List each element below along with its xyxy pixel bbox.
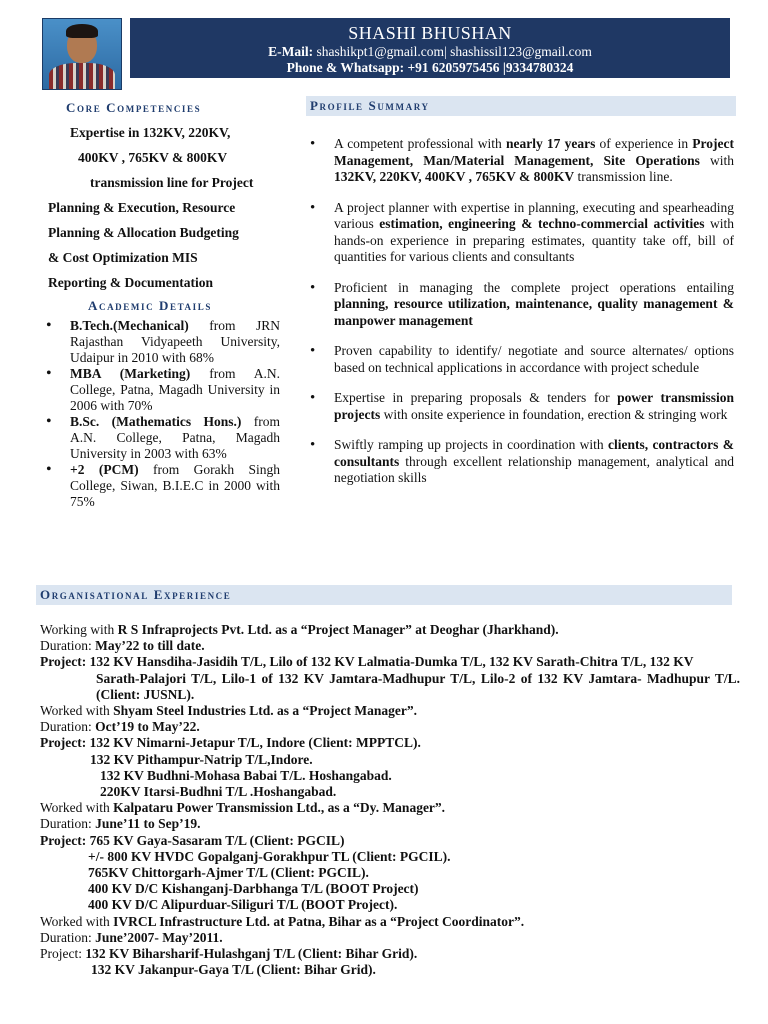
competency-line: Expertise in 132KV, 220KV, bbox=[70, 125, 231, 140]
competency-line: Reporting & Documentation bbox=[48, 275, 213, 290]
experience-line: Duration: May’22 to till date. bbox=[40, 638, 205, 654]
experience-line: 132 KV Jakanpur-Gaya T/L (Client: Bihar Grid). bbox=[91, 962, 376, 978]
experience-line: 132 KV Budhni-Mohasa Babai T/L. Hoshangabad. bbox=[100, 767, 392, 783]
core-competencies-title: Core Competencies bbox=[66, 100, 202, 115]
profile-item: • Proven capability to identify/ negotiate and source alternates/ options based on technical applications in accordance with project schedule bbox=[310, 343, 734, 376]
experience-line: Sarath-Palajori T/L, Lilo-1 of 132 KV Jamtara-Madhupur T/L, Lilo-2 of 132 KV Jamtara- Madhupur T/L. (Client: JUSNL). bbox=[96, 670, 740, 702]
profile-item: • Proficient in managing the complete project operations entailing planning, resource utilization, maintenance, quality management & manpower management bbox=[310, 280, 734, 330]
experience-line: Project: 132 KV Hansdiha-Jasidih T/L, Lilo of 132 KV Lalmatia-Dumka T/L, 132 KV Sarath-Chitra T/L, 132 KV bbox=[40, 654, 694, 670]
experience-line: +/- 800 KV HVDC Gopalganj-Gorakhpur TL (Client: PGCIL). bbox=[88, 848, 451, 864]
candidate-name: SHASHI BHUSHAN bbox=[348, 23, 512, 43]
experience-line: Duration: June’11 to Sep’19. bbox=[40, 816, 201, 832]
academic-item: • B.Tech.(Mechanical) from JRN Rajasthan Vidyapeeth University, Udaipur in 2010 with 68% bbox=[46, 318, 280, 366]
academic-item: • MBA (Marketing) from A.N. College, Patna, Magadh University in 2006 with 70% bbox=[46, 366, 280, 414]
experience-line: Duration: June’2007- May’2011. bbox=[40, 929, 223, 945]
experience-line: Duration: Oct’19 to May’22. bbox=[40, 719, 200, 735]
profile-item: • Swiftly ramping up projects in coordination with clients, contractors & consultants through excellent relationship management, analytical and negotiation skills bbox=[310, 437, 734, 487]
profile-summary-list bbox=[310, 136, 734, 501]
experience-line: Project: 132 KV Nimarni-Jetapur T/L, Indore (Client: MPPTCL). bbox=[40, 735, 421, 751]
profile-photo bbox=[42, 18, 122, 90]
email-line bbox=[130, 44, 730, 60]
experience-title: Organisational Experience bbox=[40, 587, 232, 602]
academic-details-title: Academic Details bbox=[88, 298, 212, 313]
core-competencies-list bbox=[40, 120, 280, 295]
academic-item: • B.Sc. (Mathematics Hons.) from A.N. College, Patna, Magadh University in 2003 with 63% bbox=[46, 414, 280, 462]
competency-line: transmission line for Project bbox=[90, 175, 254, 190]
profile-summary-title: Profile Summary bbox=[310, 98, 430, 113]
competency-line: Planning & Allocation Budgeting bbox=[48, 225, 239, 240]
experience-line: Project: 765 KV Gaya-Sasaram T/L (Client: PGCIL) bbox=[40, 832, 345, 848]
email-value: shashikpt1@gmail.com| shashissil123@gmail.com bbox=[316, 44, 592, 59]
experience-line: Worked with IVRCL Infrastructure Ltd. at Patna, Bihar as a “Project Coordinator”. bbox=[40, 913, 525, 929]
competency-line: 400KV , 765KV & 800KV bbox=[78, 150, 228, 165]
phone-line bbox=[130, 60, 730, 76]
profile-item: • A project planner with expertise in planning, executing and spearheading various estimation, engineering & techno-commercial activities with hands-on experience in preparing estimates, quantity take off, bill of quantities for various clients and consultants bbox=[310, 200, 734, 266]
experience-line: 220KV Itarsi-Budhni T/L .Hoshangabad. bbox=[100, 784, 337, 800]
phone-value: +91 6205975456 |9334780324 bbox=[407, 60, 574, 75]
header-banner bbox=[130, 18, 730, 78]
profile-item: • A competent professional with nearly 17 years of experience in Project Management, Man/Material Management, Site Operations with 132KV, 220KV, 400KV , 765KV & 800KV transmission line. bbox=[310, 136, 734, 186]
academic-list bbox=[46, 318, 280, 510]
email-label: E-Mail: bbox=[268, 44, 314, 59]
profile-item: • Expertise in preparing proposals & tenders for power transmission projects with onsite experience in foundation, erection & stringing work bbox=[310, 390, 734, 423]
experience-line: 132 KV Pithampur-Natrip T/L,Indore. bbox=[90, 751, 313, 767]
phone-label: Phone & Whatsapp: bbox=[286, 60, 405, 75]
experience-block bbox=[40, 622, 740, 978]
experience-line: Worked with Shyam Steel Industries Ltd. as a “Project Manager”. bbox=[40, 703, 418, 719]
experience-line: Project: 132 KV Biharsharif-Hulashganj T/L (Client: Bihar Grid). bbox=[40, 946, 418, 962]
competency-line: & Cost Optimization MIS bbox=[48, 250, 198, 265]
experience-line: 400 KV D/C Alipurduar-Siliguri T/L (BOOT Project). bbox=[88, 897, 398, 913]
experience-line: 765KV Chittorgarh-Ajmer T/L (Client: PGCIL). bbox=[88, 865, 369, 881]
experience-line: Working with R S Infraprojects Pvt. Ltd. as a “Project Manager” at Deoghar (Jharkhand). bbox=[40, 622, 559, 637]
competency-line: Planning & Execution, Resource bbox=[48, 200, 236, 215]
academic-item: • +2 (PCM) from Gorakh Singh College, Siwan, B.I.E.C in 2000 with 75% bbox=[46, 462, 280, 510]
experience-line: Worked with Kalpataru Power Transmission Ltd., as a “Dy. Manager”. bbox=[40, 800, 446, 816]
experience-line: 400 KV D/C Kishanganj-Darbhanga T/L (BOOT Project) bbox=[88, 881, 419, 897]
